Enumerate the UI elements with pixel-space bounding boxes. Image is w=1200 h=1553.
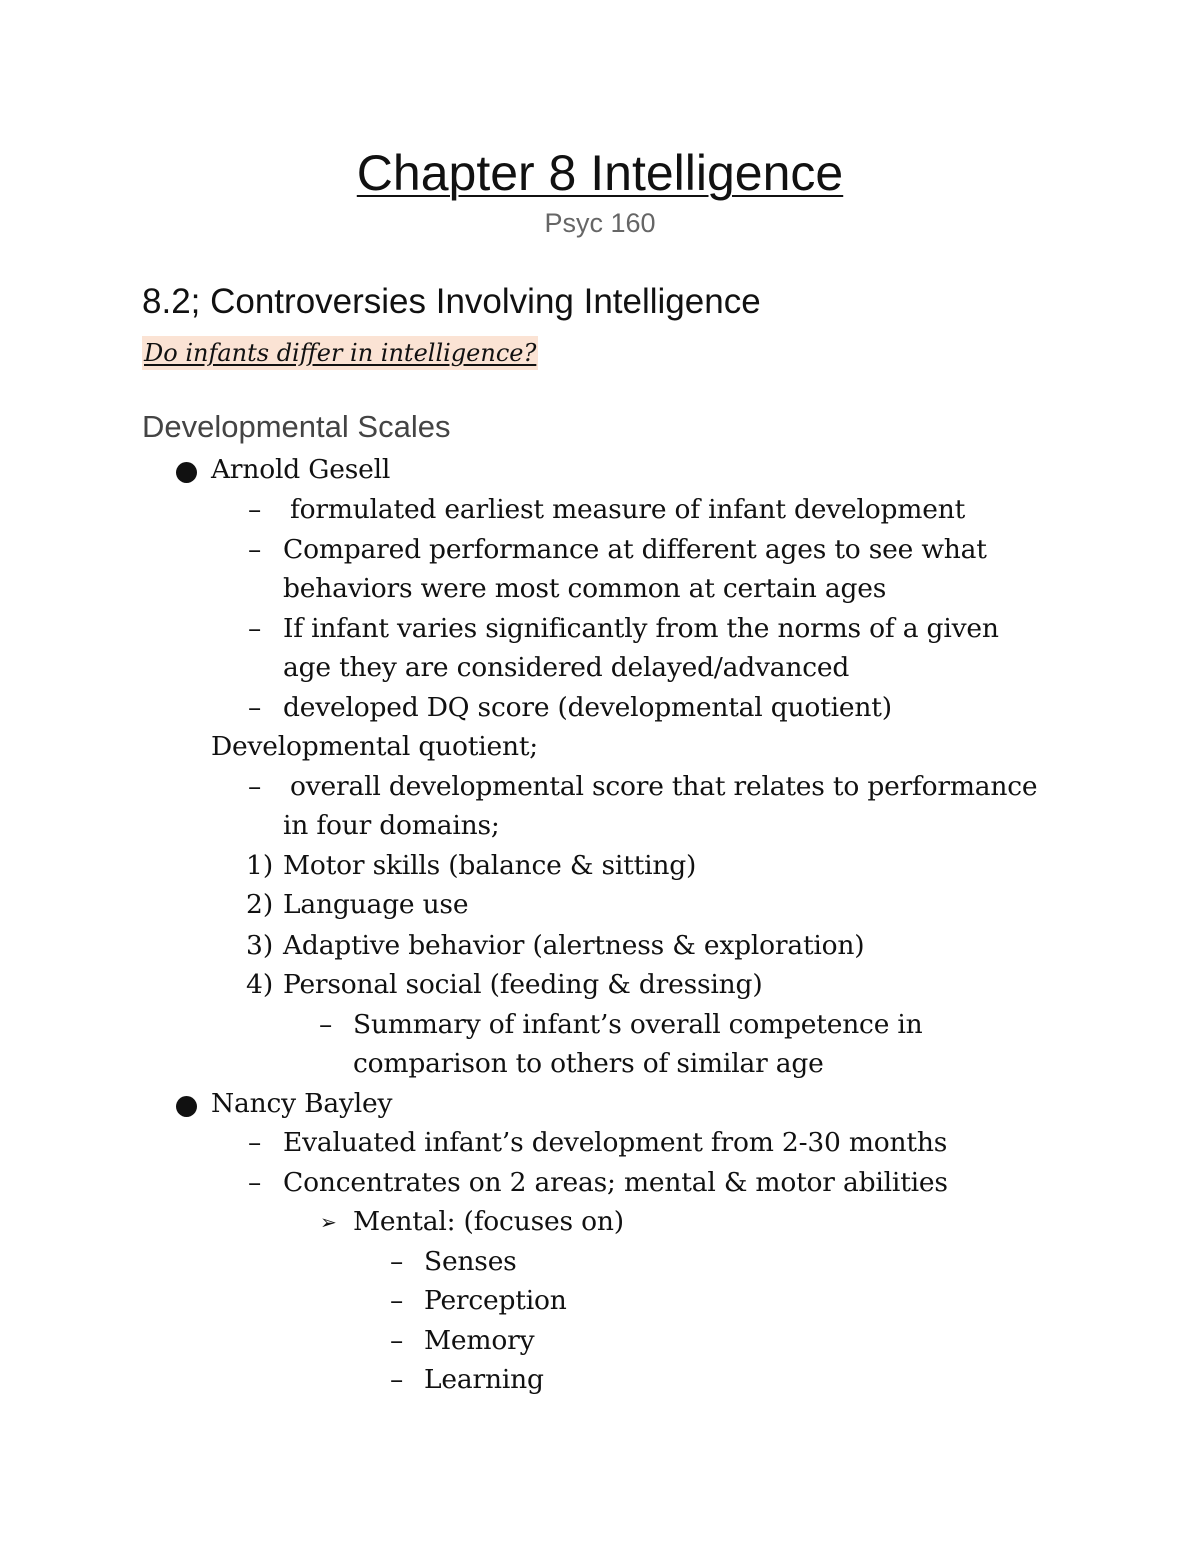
dash-marker: – [248, 1167, 262, 1198]
list-item: formulated earliest measure of infant development [290, 494, 966, 525]
dash-marker: – [248, 534, 262, 565]
numbered-marker: 4) [246, 969, 274, 1000]
dash-marker: – [248, 771, 262, 802]
dash-marker: – [248, 613, 262, 644]
bullet-nancy-bayley: Nancy Bayley [211, 1088, 393, 1119]
arrow-bullet-icon: ➢ [320, 1210, 337, 1234]
bullet-icon [176, 462, 197, 483]
list-item: Compared performance at different ages to see what [283, 534, 987, 565]
dash-marker: – [390, 1364, 404, 1395]
numbered-marker: 2) [246, 889, 274, 920]
dash-marker: – [248, 1127, 262, 1158]
mental-item: Senses [424, 1246, 517, 1277]
mental-label: Mental: (focuses on) [353, 1206, 624, 1237]
domain-item: Motor skills (balance & sitting) [283, 850, 697, 881]
list-item-continuation: age they are considered delayed/advanced [283, 652, 850, 683]
numbered-marker: 1) [246, 850, 274, 881]
list-item: Concentrates on 2 areas; mental & motor abilities [283, 1167, 948, 1198]
domain-item: Language use [283, 889, 469, 920]
list-item-continuation: comparison to others of similar age [353, 1048, 824, 1079]
list-item-continuation: in four domains; [283, 810, 500, 841]
dash-marker: – [319, 1009, 333, 1040]
document-title: Chapter 8 Intelligence [356, 145, 844, 201]
numbered-marker: 3) [246, 930, 274, 961]
list-item: If infant varies significantly from the norms of a given [283, 613, 999, 644]
mental-item: Memory [424, 1325, 535, 1356]
bullet-arnold-gesell: Arnold Gesell [211, 454, 391, 485]
highlighted-question: Do infants differ in intelligence? [142, 336, 538, 370]
subheading-developmental-scales: Developmental Scales [142, 409, 451, 444]
dq-label: Developmental quotient; [211, 731, 539, 762]
mental-item: Perception [424, 1285, 567, 1316]
list-item-continuation: behaviors were most common at certain ages [283, 573, 887, 604]
list-item: developed DQ score (developmental quotient) [283, 692, 892, 723]
dash-marker: – [390, 1325, 404, 1356]
dash-marker: – [248, 692, 262, 723]
dash-marker: – [390, 1246, 404, 1277]
dash-marker: – [390, 1285, 404, 1316]
dash-marker: – [248, 494, 262, 525]
mental-item: Learning [424, 1364, 544, 1395]
section-heading: 8.2; Controversies Involving Intelligence [142, 282, 761, 321]
bullet-icon [176, 1096, 197, 1117]
list-item: Summary of infant’s overall competence in [353, 1009, 923, 1040]
document-subtitle: Psyc 160 [544, 208, 656, 238]
list-item: Evaluated infant’s development from 2-30 months [283, 1127, 948, 1158]
list-item: overall developmental score that relates to performance [290, 771, 1038, 802]
domain-item: Adaptive behavior (alertness & exploration) [283, 930, 865, 961]
domain-item: Personal social (feeding & dressing) [283, 969, 763, 1000]
